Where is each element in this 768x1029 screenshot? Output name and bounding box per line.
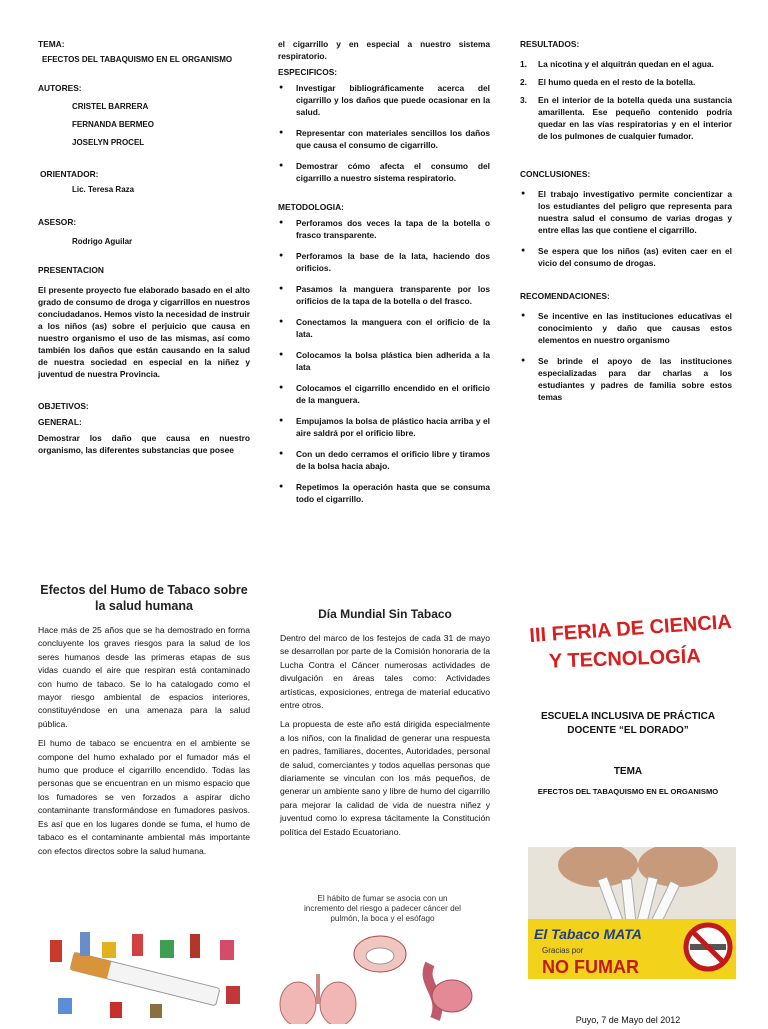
feria-line-1: III FERIA DE CIENCIA bbox=[528, 610, 733, 648]
list-item: ● Empujamos la bolsa de plástico hacia arriba y el aire saldrá por el orificio libre. bbox=[278, 415, 490, 439]
recomendaciones-list bbox=[520, 310, 732, 403]
list-item: ● Con un dedo cerramos el orificio libre y tiramos de la bolsa hacia abajo. bbox=[278, 448, 490, 472]
lungs-icon bbox=[280, 974, 356, 1024]
cover-tema-label: TEMA bbox=[613, 766, 643, 777]
no-smoking-sign bbox=[528, 847, 736, 979]
orientador-label: ORIENTADOR: bbox=[40, 169, 99, 179]
list-item: ● Pasamos la manguera transparente por los orificios de la tapa de la botella o del frasco. bbox=[278, 283, 490, 307]
list-item: ● Se brinde el apoyo de las instituciones especializadas para dar charlas a los estudiantes y padres de familia sobre estos temas bbox=[520, 355, 732, 403]
sign-line-2: Gracias por bbox=[542, 946, 584, 955]
paragraph: La propuesta de este año está dirigida especialmente a los niños, con la finalidad de generar una respuesta en padres, familiares, docentes, Autoridades, personal de salud, comerciantes y todos aquellas personas que diariamente se vinculan con los más pequeños, de generar un ambiente sano y libre de humo del cigarrillo para mejorar la calidad de vida de nuestra niñez y juventud como lo expresa tácitamente la Constitución política del Estado Ecuatoriano. bbox=[280, 719, 490, 837]
asesor-name: Rodrigo Aguilar bbox=[72, 237, 133, 246]
tema-value: EFECTOS DEL TABAQUISMO EN EL ORGANISMO bbox=[42, 55, 233, 64]
presentacion-label: PRESENTACION bbox=[38, 265, 104, 275]
metodologia-label: METODOLOGIA: bbox=[278, 202, 344, 212]
paragraph: Hace más de 25 años que se ha demostrado en forma concluyente los graves riesgos para la salud de los seres humanos desde las primeras etapas de sus vidas cuando el aire que respiran está contaminado con humo de tabaco. Se lo ha catalogado como el mayor riesgo ambiental de espacios interiores, constituyéndose en una amenaza para la salud pública. bbox=[38, 625, 250, 729]
cancer-illustration bbox=[270, 890, 495, 1024]
list-text: La nicotina y el alquitrán quedan en el agua. bbox=[538, 59, 714, 69]
general-text-continuation: el cigarrillo y en especial a nuestro sistema respiratorio. bbox=[278, 39, 490, 61]
list-item: ● Conectamos la manguera con el orificio de la lata. bbox=[278, 316, 490, 340]
section-dia-mundial bbox=[280, 606, 490, 845]
cigarette-chemicals-illustration bbox=[40, 912, 250, 1024]
sign-line-1: El Tabaco MATA bbox=[534, 926, 642, 942]
cover-tema-value: EFECTOS DEL TABAQUISMO EN EL ORGANISMO bbox=[537, 787, 719, 796]
autor-3: JOSELYN PROCEL bbox=[72, 138, 145, 147]
list-text: En el interior de la botella queda una sustancia amarillenta. Ese pequeño contenido podría quedar en las vías respiratorias y en el interior de los pulmones de cualquier fumador. bbox=[538, 95, 732, 141]
asesor-label: ASESOR: bbox=[38, 217, 77, 227]
general-text: Demostrar los daño que causa en nuestro organismo, las diferentes substancias que posee bbox=[38, 433, 250, 455]
autor-1: CRISTEL BARRERA bbox=[72, 102, 149, 111]
list-item: ● Colocamos el cigarrillo encendido en el orificio de la manguera. bbox=[278, 382, 490, 406]
place-date: Puyo, 7 de Mayo del 2012 bbox=[575, 1015, 681, 1025]
section-title: Día Mundial Sin Tabaco bbox=[318, 607, 452, 621]
list-item: ● Repetimos la operación hasta que se consuma todo el cigarrillo. bbox=[278, 481, 490, 505]
objetivos-label: OBJETIVOS: bbox=[38, 401, 89, 411]
metodologia-list bbox=[278, 217, 490, 505]
orientador-name: Lic. Teresa Raza bbox=[72, 185, 135, 194]
list-number: 1. bbox=[520, 59, 527, 69]
list-number: 3. bbox=[520, 95, 527, 105]
list-item: ● Se espera que los niños (as) eviten caer en el vicio del consumo de drogas. bbox=[520, 245, 732, 269]
conclusiones-list bbox=[520, 188, 732, 269]
especificos-label: ESPECIFICOS: bbox=[278, 67, 338, 77]
no-smoking-icon bbox=[686, 925, 730, 969]
feria-line-2: Y TECNOLOGÍA bbox=[548, 645, 702, 673]
list-item: ● Demostrar cómo afecta el consumo del cigarrillo a nuestro sistema respiratorio. bbox=[278, 160, 490, 184]
school-name: ESCUELA INCLUSIVA DE PRÁCTICA DOCENTE “EL DORADO” bbox=[540, 711, 716, 736]
list-text: El humo queda en el resto de la botella. bbox=[538, 77, 696, 87]
section-title: Efectos del Humo de Tabaco sobre la salud humana bbox=[40, 583, 248, 613]
paragraph: El humo de tabaco se encuentra en el ambiente se compone del humo exhalado por el fumador más el humo que produce el cigarrillo encendido. Todas las personas que se encuentran en un mismo espacio que los fumadores se ven forzados a aspirar dicho contaminante transformándose en fumadores pasivos. Es así que en los lugares donde se fuma, el humo de tabaco es el contaminante ambiental más importante con efectos directos sobre la salud humana. bbox=[38, 738, 250, 856]
resultados-list bbox=[520, 58, 732, 142]
autor-2: FERNANDA BERMEO bbox=[72, 120, 154, 129]
list-item: ● Representar con materiales sencillos los daños que causa el consumo de cigarrillo. bbox=[278, 127, 490, 151]
section-efectos-humo bbox=[38, 582, 250, 864]
recomendaciones-label: RECOMENDACIONES: bbox=[520, 291, 610, 301]
cigarette-icon bbox=[70, 952, 220, 1006]
especificos-list bbox=[278, 82, 490, 184]
no-fumar-photo bbox=[528, 847, 736, 979]
list-number: 2. bbox=[520, 77, 527, 87]
autores-label: AUTORES: bbox=[38, 83, 82, 93]
presentacion-text: El presente proyecto fue elaborado basado en el alto grado de consumo de droga y cigarrillos en nuestros conciudadanos. Hemos visto la necesidad de instruir a los niños (as) sobre el perjuicio que causa en nuestro organismo el uso de las mismas, así como también los daños que están causando en la salud de nuestra sociedad en especial en la niñez y juventud de nuestra Provincia. bbox=[38, 285, 250, 379]
list-item bbox=[520, 58, 732, 70]
esophagus-icon bbox=[428, 964, 472, 1019]
general-label: GENERAL: bbox=[38, 417, 82, 427]
list-item bbox=[520, 94, 732, 142]
column-right bbox=[520, 38, 732, 412]
list-item: ● Perforamos la base de la lata, haciendo dos orificios. bbox=[278, 250, 490, 274]
mouth-icon bbox=[354, 936, 406, 972]
paragraph: Dentro del marco de los festejos de cada 31 de mayo se desarrollan por parte de la Comisión honoraria de la Lucha Contra el Cáncer numerosas actividades de divulgación en áreas tales como: Actividades artísticas, exposiciones, entrega de material educativo entre otros. bbox=[280, 633, 490, 711]
list-item: ● Se incentive en las instituciones educativas el conocimiento y daño que causas estos elementos en nuestro organismo bbox=[520, 310, 732, 346]
list-item: ● Investigar bibliográficamente acerca del cigarrillo y los daños que puede ocasionar en la salud. bbox=[278, 82, 490, 118]
list-item: ● El trabajo investigativo permite concientizar a los estudiantes del peligro que representa para nuestra salud el consumo de varias drogas y entre ellas las que contiene el cigarrillo. bbox=[520, 188, 732, 236]
conclusiones-label: CONCLUSIONES: bbox=[520, 169, 591, 179]
list-item: ● Perforamos dos veces la tapa de la botella o frasco transparente. bbox=[278, 217, 490, 241]
feria-logo bbox=[525, 605, 737, 675]
list-item: ● Colocamos la bolsa plástica bien adherida a la lata bbox=[278, 349, 490, 373]
column-left bbox=[38, 38, 250, 456]
tema-label: TEMA: bbox=[38, 39, 65, 49]
column-middle bbox=[278, 38, 490, 514]
illustration-caption: El hábito de fumar se asocia con un incremento del riesgo a padecer cáncer del pulmón, la boca y el esófago bbox=[303, 894, 462, 923]
sign-line-3: NO FUMAR bbox=[542, 957, 639, 977]
anatomy-drawing bbox=[270, 924, 495, 1024]
resultados-label: RESULTADOS: bbox=[520, 39, 580, 49]
list-item bbox=[520, 76, 732, 88]
